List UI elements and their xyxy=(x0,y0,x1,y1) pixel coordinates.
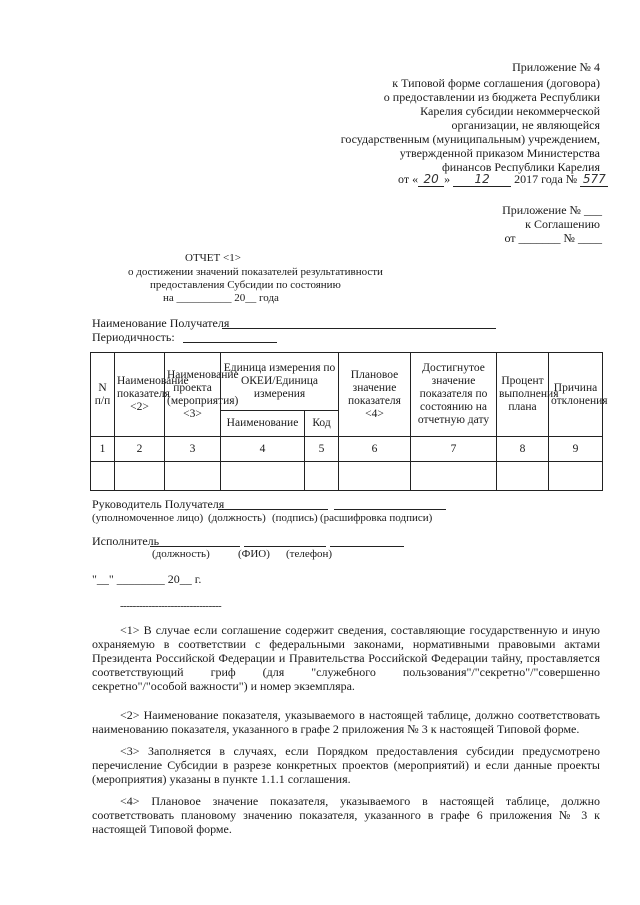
signature-caption: (подпись) xyxy=(272,512,318,524)
table-cell xyxy=(91,462,115,491)
table-cell xyxy=(339,462,411,491)
table-cell xyxy=(549,462,603,491)
column-number: 4 xyxy=(221,437,305,462)
report-subtitle: предоставления Субсидии по состоянию xyxy=(150,279,341,291)
separator: -------------------------------- xyxy=(120,600,222,612)
order-year: 2017 года № xyxy=(514,172,578,186)
report-table xyxy=(90,352,608,491)
column-number: 8 xyxy=(497,437,549,462)
footnote-3: <3> Заполняется в случаях, если Порядком предоставления субсидии предусмотрено перечисление Субсидии в разрезе конкретных проектов (мероприятий) и если данные проекты (мероприятия) указаны в пункте 1.1.1 соглашения. xyxy=(92,744,600,786)
appendix-line: о предоставлении из бюджета Республики xyxy=(383,90,600,104)
header-unit: Единица измерения по ОКЕИ/Единица измерения xyxy=(221,353,339,411)
table-cell xyxy=(221,462,305,491)
column-number: 5 xyxy=(305,437,339,462)
table-cell xyxy=(411,462,497,491)
agreement-appendix-line: к Соглашению xyxy=(525,217,600,231)
header-planned: Плановое значение показателя <4> xyxy=(339,353,411,437)
appendix-line: Карелия субсидии некоммерческой xyxy=(420,104,600,118)
appendix-title: Приложение № 4 xyxy=(512,60,600,74)
recipient-underline xyxy=(222,328,496,329)
header-reason: Причина отклонения xyxy=(549,353,603,437)
periodicity-label: Периодичность: xyxy=(92,330,175,344)
header-unit-code: Код xyxy=(305,411,339,437)
signature-date: "__" ________ 20__ г. xyxy=(92,572,202,586)
exec-underline xyxy=(150,546,240,547)
header-num: N п/п xyxy=(91,353,115,437)
order-number: 577 xyxy=(580,172,608,187)
header-project: Наименование проекта (мероприятия) <3> xyxy=(165,353,221,437)
agreement-appendix-date: от _______ № ____ xyxy=(504,231,602,245)
header-indicator: Наименование показателя <2> xyxy=(115,353,165,437)
order-day: 20 xyxy=(418,172,444,187)
decode-caption: (расшифровка подписи) xyxy=(320,512,433,524)
position-caption: (должность) xyxy=(208,512,266,524)
exec-phone-caption: (телефон) xyxy=(286,548,333,560)
exec-underline xyxy=(330,546,404,547)
report-title: ОТЧЕТ <1> xyxy=(185,252,241,264)
exec-position-caption: (должность) xyxy=(152,548,210,560)
table-cell xyxy=(165,462,221,491)
authorized-caption: (уполномоченное лицо) xyxy=(92,512,204,524)
table-cell xyxy=(497,462,549,491)
exec-fio-caption: (ФИО) xyxy=(238,548,270,560)
column-number: 2 xyxy=(115,437,165,462)
agreement-appendix-title: Приложение № ___ xyxy=(502,203,602,217)
table-row xyxy=(91,462,603,491)
column-number: 9 xyxy=(549,437,603,462)
table-cell xyxy=(115,462,165,491)
column-number: 7 xyxy=(411,437,497,462)
head-label: Руководитель Получателя xyxy=(92,497,225,511)
header-percent: Процент выполнения плана xyxy=(497,353,549,437)
appendix-line: утвержденной приказом Министерства xyxy=(399,146,600,160)
column-number: 3 xyxy=(165,437,221,462)
column-number: 1 xyxy=(91,437,115,462)
appendix-line: государственным (муниципальным) учреждением, xyxy=(340,132,600,146)
sign-underline xyxy=(218,509,328,510)
order-date-line xyxy=(398,172,608,187)
order-month: 12 xyxy=(453,172,511,187)
order-mid: » xyxy=(444,172,451,186)
report-subtitle: о достижении значений показателей результативности xyxy=(128,266,383,278)
report-date-line: на __________ 20__ года xyxy=(163,292,279,304)
appendix-line: финансов Республики Карелия xyxy=(442,160,600,174)
header-achieved: Достигнутое значение показателя по состоянию на отчетную дату xyxy=(411,353,497,437)
footnote-2: <2> Наименование показателя, указываемого в настоящей таблице, должно соответствовать наименованию показателя, указанного в графе 2 приложения № 3 к настоящей Типовой форме. xyxy=(92,708,600,736)
appendix-line: организации, не являющейся xyxy=(451,118,600,132)
footnote-4: <4> Плановое значение показателя, указываемого в настоящей таблице, должно соответствовать плановому значению показателя, указанного в графе 6 приложения № 3 к настоящей Типовой форме. xyxy=(92,794,600,836)
recipient-label: Наименование Получателя xyxy=(92,316,230,330)
exec-underline xyxy=(244,546,326,547)
order-prefix: от « xyxy=(398,172,419,186)
appendix-line: к Типовой форме соглашения (договора) xyxy=(392,76,600,90)
column-number: 6 xyxy=(339,437,411,462)
sign-underline xyxy=(334,509,446,510)
periodicity-underline xyxy=(183,342,277,343)
footnote-1: <1> В случае если соглашение содержит сведения, составляющие государственную и иную охраняемую в соответствии с федеральными законами, нормативными правовыми актами Президента Российской Федерации и Правительства Российской Федерации тайну, проставляется соответствующий гриф (для "служебного пользования"/"секретно"/"совершенно секретно"/"особой важности") и номер экземпляра. xyxy=(92,623,600,693)
executor-label: Исполнитель xyxy=(92,534,160,548)
header-unit-name: Наименование xyxy=(221,411,305,437)
table-cell xyxy=(305,462,339,491)
